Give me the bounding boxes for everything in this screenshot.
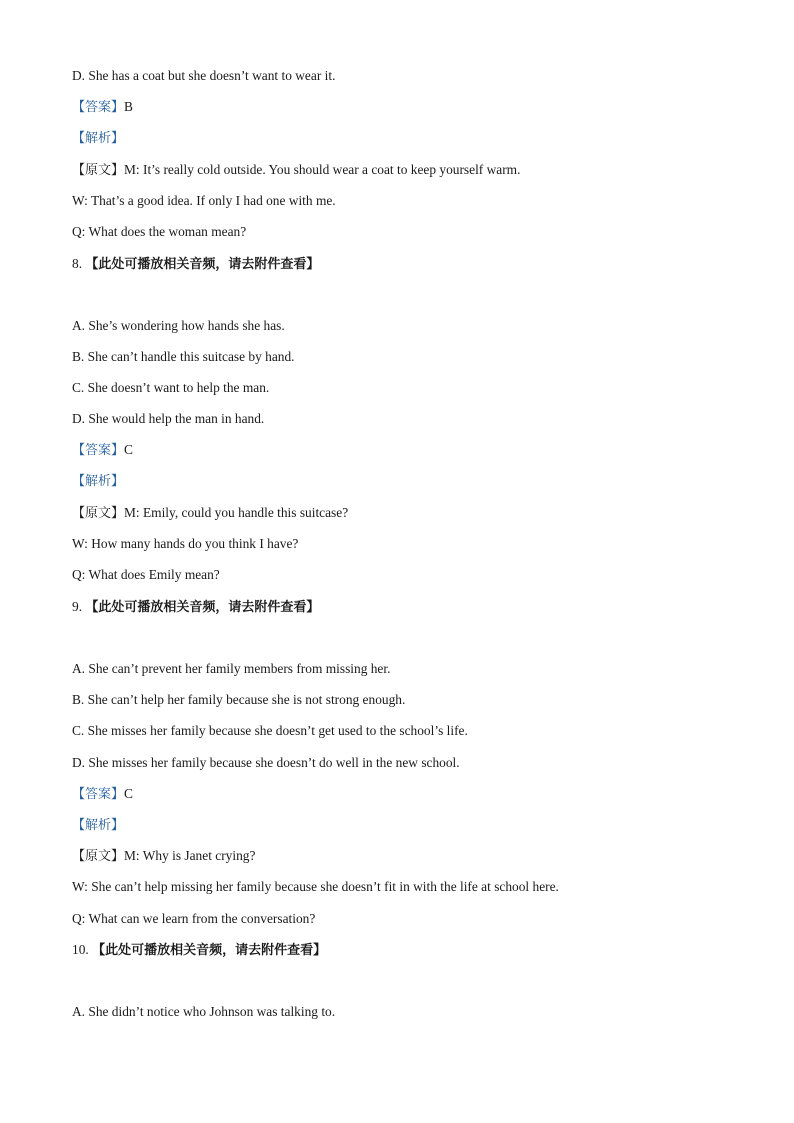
q7-option-d: D. She has a coat but she doesn’t want to wear it. [72,68,336,83]
analysis-tag: 【解析】 [72,131,125,146]
q9-option-c: C. She misses her family because she doesn’t get used to the school’s life. [72,723,468,738]
q7-original-m [72,161,520,180]
q10-option-a: A. She didn’t notice who Johnson was talking to. [72,1004,336,1019]
answer-tag: 【答案】 [72,443,125,458]
analysis-tag: 【解析】 [72,818,125,833]
q8-number: 8. [72,256,83,271]
q8-original-m [72,504,348,523]
q8-option-d: D. She would help the man in hand. [72,411,265,426]
q9-number: 9. [72,599,83,614]
q8-analysis-line [72,472,124,491]
q8-answer-line [72,441,133,460]
original-tag: 【原文】 [72,163,125,178]
q7-orig-m-text: M: It’s really cold outside. You should wear a coat to keep yourself warm. [124,162,521,177]
q8-option-a: A. She’s wondering how hands she has. [72,318,285,333]
q9-original-q: Q: What can we learn from the conversation? [72,911,316,926]
q7-original-q: Q: What does the woman mean? [72,224,247,239]
q8-audio-placeholder: 【此处可播放相关音频，请去附件查看】 [85,257,320,272]
q9-analysis-line [72,816,124,835]
q7-analysis-line [72,129,124,148]
q9-audio-placeholder: 【此处可播放相关音频，请去附件查看】 [85,600,320,615]
q9-original-m [72,847,255,866]
q8-header [72,255,319,274]
q9-option-b: B. She can’t help her family because she is not strong enough. [72,692,406,707]
q8-answer-value: C [124,442,133,457]
q10-header [72,941,326,960]
q9-answer-line [72,785,133,804]
answer-tag: 【答案】 [72,100,125,115]
q7-answer-value: B [124,99,133,114]
q9-orig-m-text: M: Why is Janet crying? [124,848,256,863]
q9-answer-value: C [124,786,133,801]
q8-original-w: W: How many hands do you think I have? [72,536,299,551]
q7-original-w: W: That’s a good idea. If only I had one with me. [72,193,336,208]
q10-audio-placeholder: 【此处可播放相关音频，请去附件查看】 [92,943,327,958]
analysis-tag: 【解析】 [72,474,125,489]
answer-tag: 【答案】 [72,787,125,802]
q9-option-a: A. She can’t prevent her family members from missing her. [72,661,391,676]
q8-option-b: B. She can’t handle this suitcase by hand. [72,349,295,364]
q7-answer-line [72,98,133,117]
q8-option-c: C. She doesn’t want to help the man. [72,380,270,395]
q9-original-w: W: She can’t help missing her family because she doesn’t fit in with the life at school here. [72,879,559,894]
q8-original-q: Q: What does Emily mean? [72,567,220,582]
q9-option-d: D. She misses her family because she doesn’t do well in the new school. [72,755,460,770]
q9-header [72,598,319,617]
q8-orig-m-text: M: Emily, could you handle this suitcase? [124,505,349,520]
original-tag: 【原文】 [72,506,125,521]
q10-number: 10. [72,942,89,957]
original-tag: 【原文】 [72,849,125,864]
